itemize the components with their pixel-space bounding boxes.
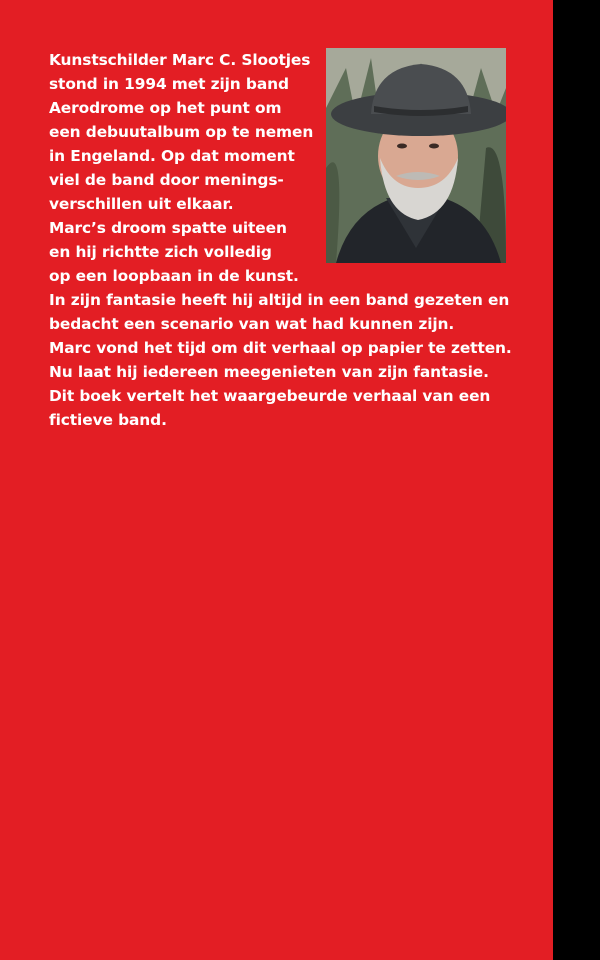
blurb-line: Kunstschilder Marc C. Slootjes bbox=[49, 51, 311, 69]
blurb-line: en hij richtte zich volledig bbox=[49, 243, 272, 261]
blurb-line: Nu laat hij iedereen meegenieten van zijn fantasie. bbox=[49, 363, 489, 381]
blurb-line: In zijn fantasie heeft hij altijd in een band gezeten en bbox=[49, 291, 510, 309]
blurb-line: Aerodrome op het punt om bbox=[49, 99, 282, 117]
blurb-line: Marc vond het tijd om dit verhaal op papier te zetten. bbox=[49, 339, 512, 357]
blurb-line: viel de band door menings- bbox=[49, 171, 284, 189]
blurb-line: verschillen uit elkaar. bbox=[49, 195, 234, 213]
blurb-line: stond in 1994 met zijn band bbox=[49, 75, 289, 93]
spine-strip bbox=[553, 0, 600, 960]
blurb-line: fictieve band. bbox=[49, 411, 167, 429]
blurb-line: bedacht een scenario van wat had kunnen zijn. bbox=[49, 315, 455, 333]
blurb-line: op een loopbaan in de kunst. bbox=[49, 267, 299, 285]
blurb-line: een debuutalbum op te nemen bbox=[49, 123, 314, 141]
blurb-line: Dit boek vertelt het waargebeurde verhaal van een bbox=[49, 387, 491, 405]
blurb-line: in Engeland. Op dat moment bbox=[49, 147, 295, 165]
blurb-line: Marc’s droom spatte uiteen bbox=[49, 219, 287, 237]
blurb-text bbox=[49, 48, 519, 432]
